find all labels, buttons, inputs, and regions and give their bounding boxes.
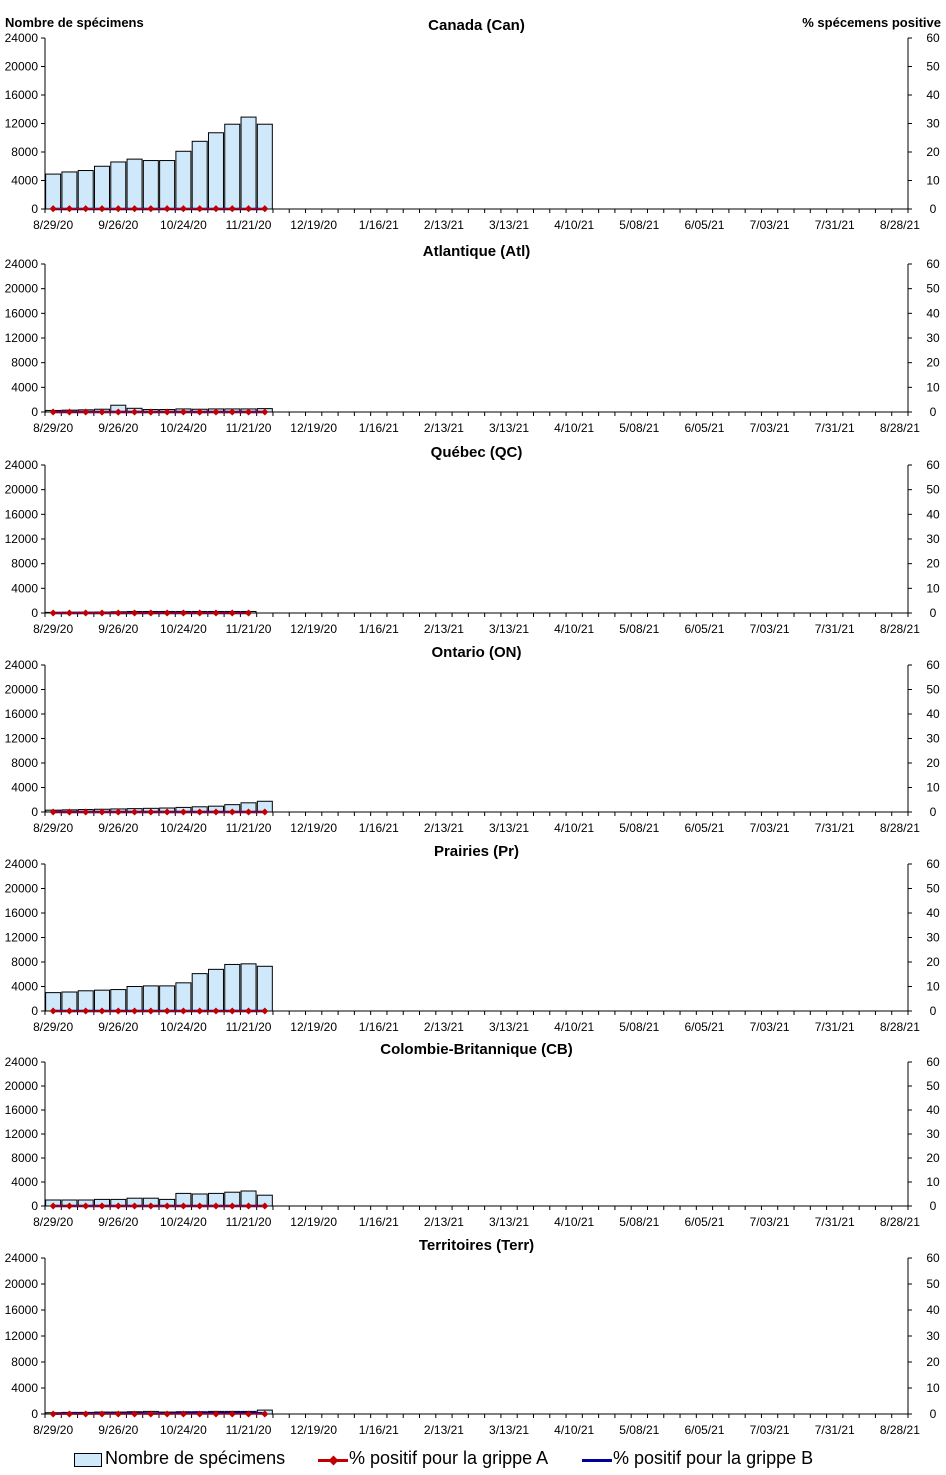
y2-tick-label: 10 [926,173,940,188]
x-tick-label: 3/13/21 [489,421,530,435]
x-tick-label: 12/19/20 [290,218,338,232]
y2-tick-label: 50 [926,482,940,497]
chart-1 [5,243,940,435]
y-tick-label: 8000 [11,1151,38,1165]
flu-a-point [50,408,57,415]
y2-tick-label: 0 [929,202,937,216]
y-tick-label: 12000 [4,532,38,546]
chart-title: Ontario (ON) [431,644,522,661]
y-tick-label: 16000 [4,906,38,920]
x-tick-label: 6/05/21 [684,1020,725,1034]
y2-tick-label: 50 [926,1079,940,1093]
bar [257,966,272,1011]
x-tick-label: 1/16/21 [358,821,399,835]
flu-a-point [82,609,89,616]
x-tick-label: 6/05/21 [684,1423,725,1437]
x-tick-label: 8/29/20 [33,1423,74,1437]
chart-0 [5,17,940,232]
y-tick-label: 16000 [4,507,38,522]
y-tick-label: 20000 [4,59,38,74]
x-tick-label: 7/31/21 [814,622,855,636]
x-tick-label: 11/21/20 [225,1215,272,1229]
x-tick-label: 10/24/20 [160,218,207,232]
x-tick-label: 1/16/21 [358,622,399,636]
bar [111,162,126,209]
x-tick-label: 4/10/21 [554,218,595,232]
x-tick-label: 7/03/21 [749,821,790,835]
bar [241,117,256,209]
x-tick-label: 7/31/21 [814,421,855,435]
flu-a-point [98,1410,105,1417]
x-tick-label: 7/03/21 [749,1423,790,1437]
bar [176,151,191,209]
y2-tick-label: 40 [926,1103,940,1117]
y2-tick-label: 50 [926,682,940,697]
y-tick-label: 0 [31,1199,38,1213]
bar [94,166,109,209]
x-tick-label: 3/13/21 [489,1215,530,1229]
x-tick-label: 4/10/21 [554,821,595,835]
y-tick-label: 16000 [4,1303,38,1317]
flu-a-point [164,1410,171,1417]
x-tick-label: 2/13/21 [423,1020,464,1034]
y2-tick-label: 20 [926,355,940,370]
chart-title: Colombie-Britannique (CB) [380,1041,573,1058]
x-tick-label: 9/26/20 [98,622,139,636]
y2-tick-label: 10 [926,780,940,795]
y2-tick-label: 0 [929,606,937,620]
x-tick-label: 11/21/20 [225,1020,272,1034]
flu-a-point [66,609,73,616]
right-axis-title: % spécemens positive [802,15,941,30]
x-tick-label: 7/03/21 [749,1020,790,1034]
y-tick-label: 24000 [4,31,38,45]
y2-tick-label: 20 [926,1151,940,1165]
x-tick-label: 6/05/21 [684,821,725,835]
x-tick-label: 9/26/20 [98,421,139,435]
y2-tick-label: 40 [926,707,940,721]
x-tick-label: 2/13/21 [423,1423,464,1437]
x-tick-label: 7/03/21 [749,218,790,232]
y2-tick-label: 20 [926,1355,940,1369]
y-tick-label: 8000 [11,145,38,159]
bar [225,124,240,209]
x-tick-label: 10/24/20 [160,1215,207,1229]
y2-tick-label: 60 [926,1055,940,1069]
x-tick-label: 7/03/21 [749,421,790,435]
bar [176,983,191,1011]
x-tick-label: 3/13/21 [489,622,530,636]
bar [225,964,240,1011]
y2-tick-label: 30 [926,116,940,131]
x-tick-label: 5/08/21 [619,421,660,435]
y-tick-label: 4000 [11,581,38,596]
x-tick-label: 7/31/21 [814,1423,855,1437]
x-tick-label: 12/19/20 [290,622,338,636]
x-tick-label: 11/21/20 [225,622,272,636]
y-tick-label: 24000 [4,658,38,672]
x-tick-label: 4/10/21 [554,1020,595,1034]
flu-a-point [212,609,219,616]
y2-tick-label: 30 [926,331,940,345]
y2-tick-label: 40 [926,88,940,102]
chart-5 [5,1041,940,1229]
y2-tick-label: 40 [926,906,940,920]
legend-bar-swatch [74,1453,102,1467]
x-tick-label: 8/28/21 [879,1020,920,1034]
x-tick-label: 11/21/20 [225,218,272,232]
y-tick-label: 12000 [4,731,38,746]
x-tick-label: 5/08/21 [619,821,660,835]
flu-a-point [50,1410,57,1417]
y2-tick-label: 60 [926,31,940,45]
bar [160,986,175,1011]
y2-tick-label: 10 [926,979,940,994]
bar [208,133,223,209]
y2-tick-label: 10 [926,380,940,395]
y-tick-label: 20000 [4,1079,38,1093]
x-tick-label: 9/26/20 [98,218,139,232]
x-tick-label: 7/31/21 [814,218,855,232]
x-tick-label: 3/13/21 [489,1423,530,1437]
x-tick-label: 10/24/20 [160,821,207,835]
chart-title: Prairies (Pr) [433,843,520,860]
y2-tick-label: 20 [926,145,940,159]
x-tick-label: 5/08/21 [619,1215,660,1229]
bar [160,161,175,209]
legend-marker-flu-a [329,1456,339,1466]
x-tick-label: 1/16/21 [358,1423,399,1437]
x-tick-label: 5/08/21 [619,1020,660,1034]
y2-tick-label: 10 [926,1175,940,1189]
x-tick-label: 7/03/21 [749,1215,790,1229]
flu-a-point [50,609,57,616]
flu-a-point [196,609,203,616]
chart-title: Canada (Can) [428,17,525,34]
x-tick-label: 10/24/20 [160,1423,207,1437]
bar [241,964,256,1011]
y-tick-label: 12000 [4,930,38,945]
x-tick-label: 4/10/21 [554,622,595,636]
legend-label-flu-a: % positif pour la grippe A [349,1448,549,1468]
y-tick-label: 24000 [4,257,38,271]
y2-tick-label: 30 [926,930,940,945]
y2-tick-label: 0 [929,805,937,819]
x-tick-label: 9/26/20 [98,1020,139,1034]
y-tick-label: 0 [31,202,38,216]
chart-2 [5,444,940,636]
x-tick-label: 1/16/21 [358,421,399,435]
bar [143,161,158,209]
chart-3 [5,644,940,835]
x-tick-label: 10/24/20 [160,622,207,636]
y2-tick-label: 20 [926,556,940,571]
y2-tick-label: 0 [929,1199,937,1213]
y2-tick-label: 0 [929,405,937,419]
y-tick-label: 0 [31,405,38,419]
y-tick-label: 8000 [11,1355,38,1369]
flu-a-point [66,1410,73,1417]
y2-tick-label: 30 [926,731,940,746]
x-tick-label: 8/28/21 [879,1423,920,1437]
y-tick-label: 12000 [4,1329,38,1343]
y2-tick-label: 40 [926,306,940,321]
chart-title: Québec (QC) [430,444,523,461]
y-tick-label: 4000 [11,1381,38,1395]
chart-title: Atlantique (Atl) [422,243,531,260]
chart-6 [5,1237,940,1437]
bar [143,986,158,1011]
x-tick-label: 9/26/20 [98,1423,139,1437]
x-tick-label: 4/10/21 [554,1423,595,1437]
y-tick-label: 16000 [4,306,38,321]
y2-tick-label: 20 [926,756,940,770]
y-tick-label: 20000 [4,881,38,896]
x-tick-label: 1/16/21 [358,218,399,232]
y-tick-label: 4000 [11,979,38,994]
x-tick-label: 11/21/20 [225,421,272,435]
y2-tick-label: 60 [926,857,940,871]
flu-a-point [180,609,187,616]
legend-line-flu-b [582,1459,612,1462]
y-tick-label: 16000 [4,1103,38,1117]
y-tick-label: 24000 [4,458,38,472]
y2-tick-label: 50 [926,1277,940,1291]
legend-label-specimens: Nombre de spécimens [105,1448,286,1468]
x-tick-label: 2/13/21 [423,1215,464,1229]
x-tick-label: 8/29/20 [33,218,74,232]
y-tick-label: 16000 [4,88,38,102]
bar [192,141,207,209]
x-tick-label: 2/13/21 [423,218,464,232]
x-tick-label: 6/05/21 [684,421,725,435]
x-tick-label: 2/13/21 [423,821,464,835]
bar [208,969,223,1011]
y2-tick-label: 60 [926,658,940,672]
flu-a-point [229,609,236,616]
y2-tick-label: 0 [929,1407,937,1421]
x-tick-label: 3/13/21 [489,821,530,835]
x-tick-label: 8/28/21 [879,1215,920,1229]
y-tick-label: 20000 [4,482,38,497]
flu-a-point [115,609,122,616]
y-tick-label: 16000 [4,707,38,721]
x-tick-label: 6/05/21 [684,218,725,232]
x-tick-label: 10/24/20 [160,1020,207,1034]
y-tick-label: 12000 [4,116,38,131]
x-tick-label: 10/24/20 [160,421,207,435]
y-tick-label: 4000 [11,380,38,395]
x-tick-label: 2/13/21 [423,421,464,435]
x-tick-label: 5/08/21 [619,218,660,232]
y-tick-label: 8000 [11,756,38,770]
x-tick-label: 4/10/21 [554,421,595,435]
y2-tick-label: 50 [926,281,940,296]
bar [62,172,77,209]
y-tick-label: 0 [31,1004,38,1018]
y2-tick-label: 60 [926,1251,940,1265]
x-tick-label: 7/31/21 [814,1215,855,1229]
x-tick-label: 6/05/21 [684,1215,725,1229]
x-tick-label: 8/29/20 [33,821,74,835]
x-tick-label: 12/19/20 [290,421,338,435]
y-tick-label: 0 [31,1407,38,1421]
y2-tick-label: 50 [926,59,940,74]
y2-tick-label: 40 [926,507,940,522]
bar [127,159,142,209]
x-tick-label: 4/10/21 [554,1215,595,1229]
y-tick-label: 0 [31,606,38,620]
y2-tick-label: 0 [929,1004,937,1018]
y-tick-label: 8000 [11,955,38,969]
chart-title: Territoires (Terr) [418,1237,535,1254]
y-tick-label: 0 [31,805,38,819]
x-tick-label: 12/19/20 [290,1215,338,1229]
flu-a-point [115,1410,122,1417]
x-tick-label: 12/19/20 [290,1020,338,1034]
flu-a-point [50,808,57,815]
bar [192,974,207,1011]
x-tick-label: 7/31/21 [814,821,855,835]
y-tick-label: 12000 [4,1127,38,1141]
flu-a-point [245,609,252,616]
bar [257,124,272,209]
y-tick-label: 12000 [4,331,38,345]
x-tick-label: 7/31/21 [814,1020,855,1034]
x-tick-label: 8/28/21 [879,218,920,232]
y2-tick-label: 60 [926,458,940,472]
x-tick-label: 5/08/21 [619,622,660,636]
y2-tick-label: 60 [926,257,940,271]
x-tick-label: 1/16/21 [358,1215,399,1229]
flu-a-point [82,1410,89,1417]
x-tick-label: 9/26/20 [98,1215,139,1229]
flu-a-point [66,408,73,415]
y-tick-label: 4000 [11,173,38,188]
y2-tick-label: 10 [926,581,940,596]
y-tick-label: 20000 [4,682,38,697]
left-axis-title: Nombre de spécimens [5,15,144,30]
chart-4 [5,843,940,1034]
x-tick-label: 8/29/20 [33,421,74,435]
y-tick-label: 24000 [4,1251,38,1265]
x-tick-label: 3/13/21 [489,1020,530,1034]
y2-tick-label: 30 [926,1329,940,1343]
x-tick-label: 8/29/20 [33,1215,74,1229]
x-tick-label: 12/19/20 [290,821,338,835]
y2-tick-label: 30 [926,1127,940,1141]
flu-a-point [98,609,105,616]
bar [46,174,61,209]
y-tick-label: 24000 [4,857,38,871]
x-tick-label: 8/28/21 [879,421,920,435]
bar [78,171,93,209]
y-tick-label: 20000 [4,281,38,296]
y-tick-label: 20000 [4,1277,38,1291]
y-tick-label: 8000 [11,556,38,571]
y-tick-label: 4000 [11,780,38,795]
x-tick-label: 6/05/21 [684,622,725,636]
x-tick-label: 9/26/20 [98,821,139,835]
y2-tick-label: 10 [926,1381,940,1395]
flu-a-point [147,609,154,616]
x-tick-label: 7/03/21 [749,622,790,636]
x-tick-label: 8/29/20 [33,1020,74,1034]
x-tick-label: 8/28/21 [879,821,920,835]
flu-a-point [164,609,171,616]
y2-tick-label: 50 [926,881,940,896]
x-tick-label: 11/21/20 [225,821,272,835]
x-tick-label: 12/19/20 [290,1423,338,1437]
x-tick-label: 8/28/21 [879,622,920,636]
x-tick-label: 8/29/20 [33,622,74,636]
y-tick-label: 24000 [4,1055,38,1069]
y2-tick-label: 40 [926,1303,940,1317]
x-tick-label: 3/13/21 [489,218,530,232]
y2-tick-label: 30 [926,532,940,546]
bar [127,987,142,1012]
flu-a-point [131,609,138,616]
x-tick-label: 11/21/20 [225,1423,272,1437]
x-tick-label: 2/13/21 [423,622,464,636]
x-tick-label: 5/08/21 [619,1423,660,1437]
y2-tick-label: 20 [926,955,940,969]
y-tick-label: 8000 [11,355,38,370]
y-tick-label: 4000 [11,1175,38,1189]
x-tick-label: 1/16/21 [358,1020,399,1034]
legend-label-flu-b: % positif pour la grippe B [613,1448,814,1468]
